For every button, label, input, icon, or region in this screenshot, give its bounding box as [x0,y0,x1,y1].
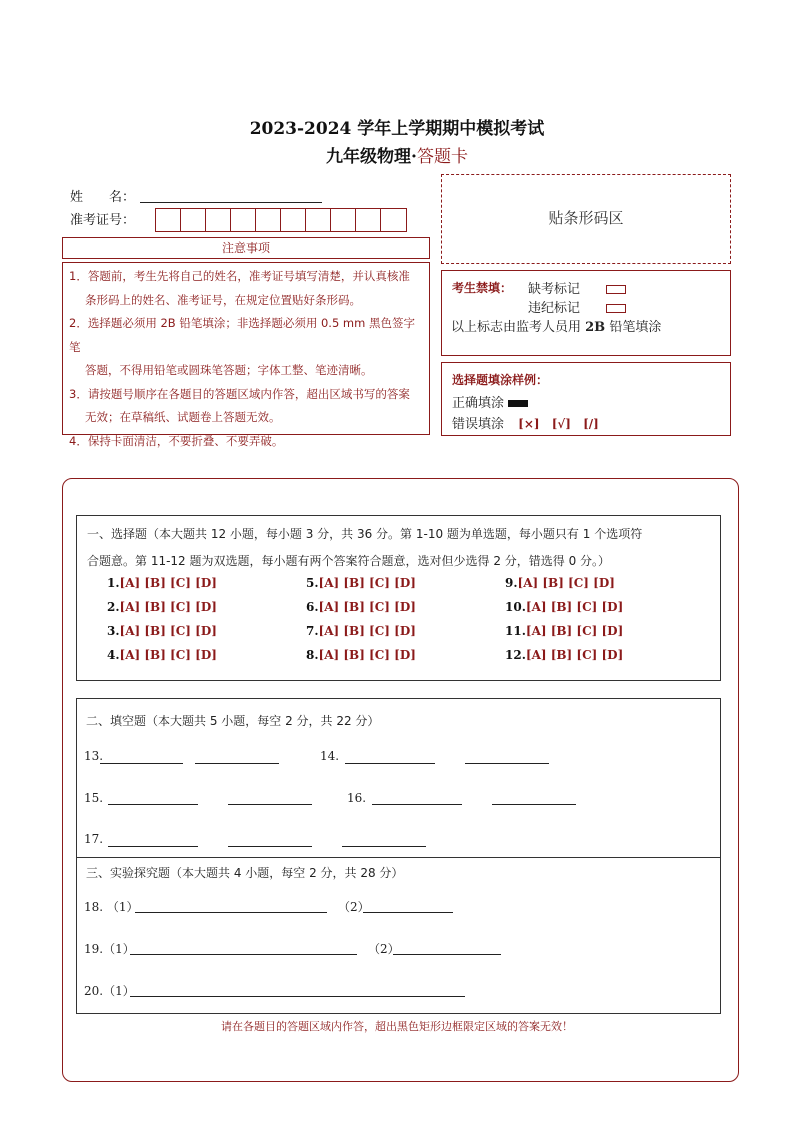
wrong-mark-check: [√] [551,417,571,431]
name-label: 姓 名： [70,190,136,205]
notice-line: 条形码上的姓名、准考证号，在规定位置贴好条形码。 [85,292,361,307]
violation-mark-box[interactable] [606,304,626,313]
notice-line: 2．选择题必须用 2B 铅笔填涂；非选择题必须用 0.5 mm 黑色签字笔 [69,316,415,354]
question-9[interactable]: 9.[A] [B] [C] [D] [505,576,615,590]
id-digit-box[interactable] [181,209,206,231]
correct-sample-row [452,392,528,411]
notice-body [62,262,430,448]
ban-label: 考生禁填： [452,281,513,295]
absent-mark-row [528,278,626,297]
q16-label: 16. [347,791,367,805]
violation-mark-label: 违纪标记 [528,301,581,316]
notice-line: 4．保持卡面清洁，不要折叠、不要弄破。 [69,433,284,448]
section1-description: 一、选择题（本大题共 12 小题，每小题 3 分，共 36 分。第 1-10 题为单选题，每小题只有 1 个选项符 合题意。第 11-12 题为双选题，每小题有两个答案符合题意，选对但少选得 2 分，错选得 0 分。） [87,527,643,568]
question-2[interactable]: 2.[A] [B] [C] [D] [107,600,217,614]
q18-blank-2[interactable] [363,912,453,913]
question-6[interactable]: 6.[A] [B] [C] [D] [306,600,416,614]
section2-description: 二、填空题（本大题共 5 小题，每空 2 分，共 22 分） [86,714,380,728]
q16-blank-2[interactable] [492,804,576,805]
wrong-label: 错误填涂 [452,417,505,432]
notice-line: 3．请按题号顺序在各题目的答题区域内作答，超出区域书写的答案 [69,386,410,401]
q17-label: 17. [84,832,104,846]
id-digit-box[interactable] [231,209,256,231]
id-digit-box[interactable] [356,209,381,231]
wrong-mark-slash: [/] [583,417,599,431]
q19-blank-2[interactable] [393,954,501,955]
violation-mark-row [528,297,626,316]
answer-card-label: 答题卡 [416,147,468,167]
q18-blank-1[interactable] [135,912,327,913]
q16-blank-1[interactable] [372,804,462,805]
q13-blank-1[interactable] [100,763,183,764]
question-3[interactable]: 3.[A] [B] [C] [D] [107,624,217,638]
absent-mark-label: 缺考标记 [528,282,581,297]
id-digit-box[interactable] [331,209,356,231]
wrong-sample-row [452,413,599,432]
wrong-mark-x: [×] [518,417,540,431]
ban-note: 以上标志由监考人员用 2B 铅笔填涂 [451,320,662,335]
id-number-boxes[interactable] [155,208,407,232]
id-label: 准考证号： [70,213,136,228]
q20-label: 20.（1） [84,984,135,998]
q17-blank-1[interactable] [108,846,198,847]
question-5[interactable]: 5.[A] [B] [C] [D] [306,576,416,590]
id-digit-box[interactable] [256,209,281,231]
name-field[interactable] [140,202,322,203]
notice-line: 1．答题前，考生先将自己的姓名，准考证号填写清楚，并认真核准 [69,269,410,283]
id-digit-box[interactable] [281,209,306,231]
correct-label: 正确填涂 [452,396,505,411]
q14-blank-1[interactable] [345,763,435,764]
q17-blank-2[interactable] [228,846,312,847]
section-multiple-choice [76,515,721,681]
q19-part2-label: （2） [368,942,400,956]
question-12[interactable]: 12.[A] [B] [C] [D] [505,648,624,662]
section-fill-and-experiment [76,698,721,1014]
absent-mark-box[interactable] [606,285,626,294]
notice-line: 答题，不得用铅笔或圆珠笔答题；字体工整、笔迹清晰。 [85,363,373,377]
q13-label: 13. [84,749,104,763]
examiner-only-box [441,270,731,356]
barcode-area: 贴条形码区 [441,174,731,264]
q20-blank-1[interactable] [130,996,465,997]
id-digit-box[interactable] [156,209,181,231]
question-8[interactable]: 8.[A] [B] [C] [D] [306,648,416,662]
q14-blank-2[interactable] [465,763,549,764]
q15-label: 15. [84,791,104,805]
id-digit-box[interactable] [381,209,406,231]
id-digit-box[interactable] [306,209,331,231]
notice-heading: 注意事项 [62,237,430,259]
q18-label: 18. （1） [84,900,139,914]
sample-title: 选择题填涂样例： [452,373,549,387]
subject-name: 九年级物理 [326,147,412,167]
id-digit-box[interactable] [206,209,231,231]
q18-part2-label: （2） [338,900,370,914]
notice-line: 无效；在草稿纸、试题卷上答题无效。 [85,410,281,424]
question-1[interactable]: 1.[A] [B] [C] [D] [107,576,217,590]
filled-mark-icon [508,400,528,407]
q15-blank-1[interactable] [108,804,198,805]
fill-sample-box [441,362,731,436]
q14-label: 14. [320,749,340,763]
q15-blank-2[interactable] [228,804,312,805]
q19-blank-1[interactable] [130,954,357,955]
exam-subtitle [0,142,794,167]
footer-warning: 请在各题目的答题区域内作答，超出黑色矩形边框限定区域的答案无效！ [221,1020,573,1033]
question-10[interactable]: 10.[A] [B] [C] [D] [505,600,624,614]
exam-title: 2023-2024 学年上学期期中模拟考试 [249,119,545,139]
q13-blank-2[interactable] [195,763,279,764]
q19-label: 19.（1） [84,942,135,956]
section3-description: 三、实验探究题（本大题共 4 小题，每空 2 分，共 28 分） [86,866,404,880]
question-11[interactable]: 11.[A] [B] [C] [D] [505,624,624,638]
question-4[interactable]: 4.[A] [B] [C] [D] [107,648,217,662]
q17-blank-3[interactable] [342,846,426,847]
section-divider [76,857,721,858]
title-separator: · [411,147,417,167]
question-7[interactable]: 7.[A] [B] [C] [D] [306,624,416,638]
